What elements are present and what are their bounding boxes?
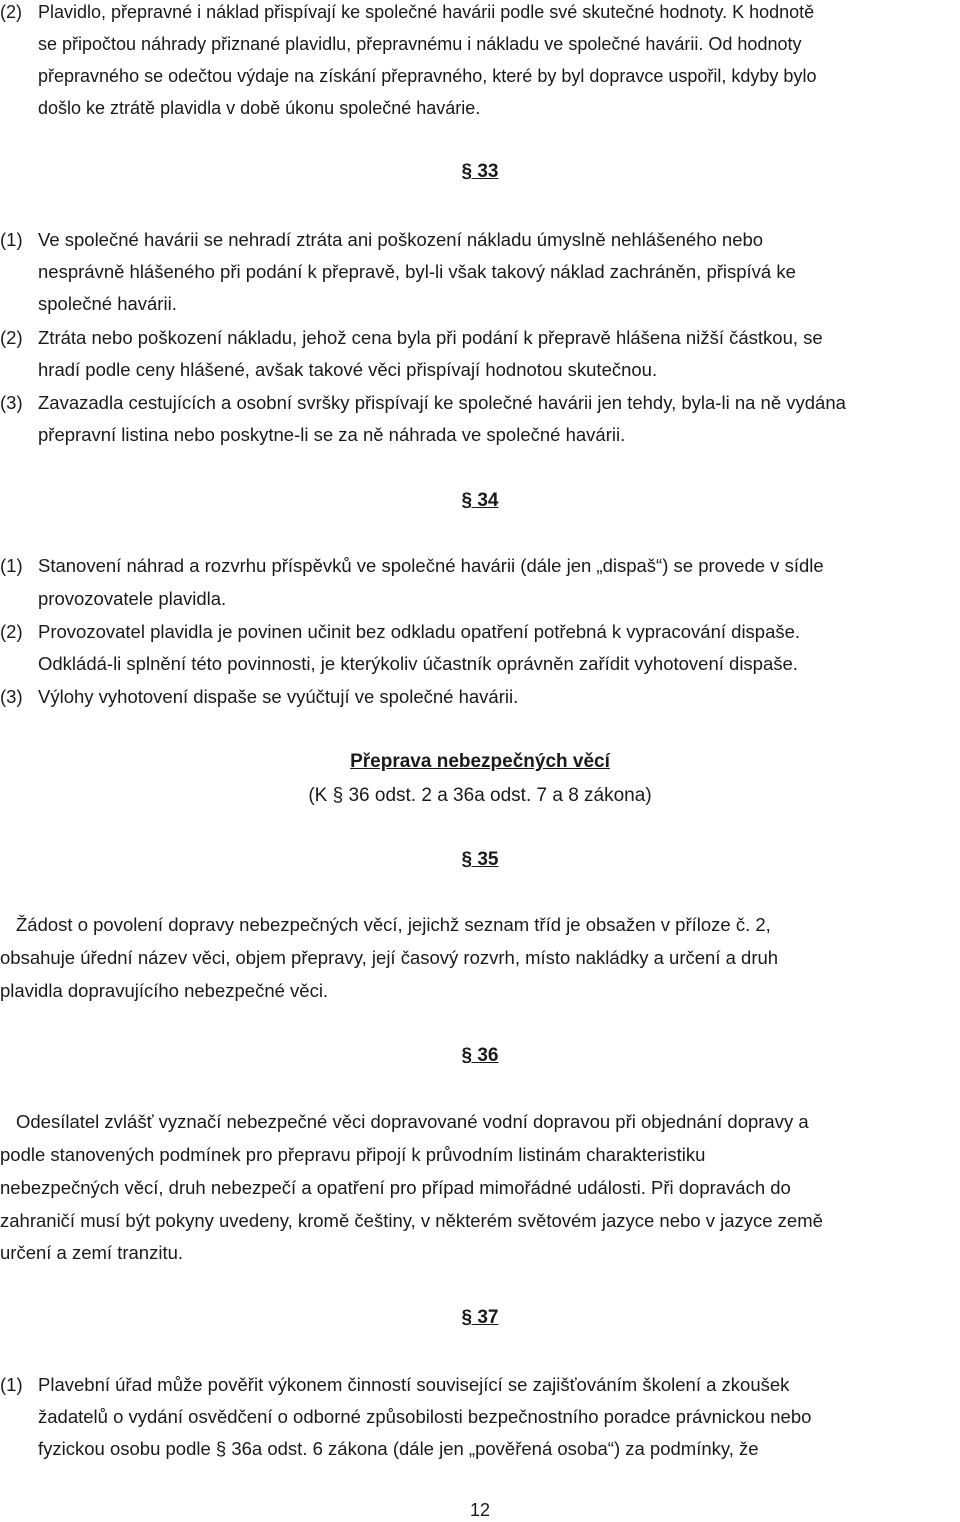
text-line: obsahuje úřední název věci, objem přepravy, její časový rozvrh, místo nakládky a určení a druh — [0, 947, 779, 968]
text-line: přepravní listina nebo poskytne-li se za ně náhrada ve společné havárii. — [38, 424, 626, 445]
section-heading-35: § 35 — [461, 849, 499, 870]
text-line: Stanovení náhrad a rozvrhu příspěvků ve společné havárii (dále jen „dispaš“) se provede v sídle — [38, 555, 824, 576]
item-number: (1) — [0, 229, 23, 250]
item-number: (2) — [0, 327, 23, 348]
item-number: (1) — [0, 555, 23, 576]
page-number: 12 — [469, 1500, 491, 1520]
text-line: zahraničí musí být pokyny uvedeny, kromě češtiny, v některém světovém jazyce nebo v jazyce země — [0, 1210, 823, 1231]
text-line: společné havárii. — [38, 293, 177, 314]
text-line: nesprávně hlášeného při podání k přepravě, byl-li však takový náklad zachráněn, přispívá ke — [38, 261, 796, 282]
text-line: Odesílatel zvlášť vyznačí nebezpečné věci dopravované vodní dopravou při objednání dopravy a — [16, 1111, 809, 1132]
section-heading-37: § 37 — [461, 1307, 499, 1328]
text-line: provozovatele plavidla. — [38, 588, 227, 609]
text-line: přepravného se odečtou výdaje na získání přepravného, které by byl dopravce uspořil, kdyby bylo — [38, 66, 817, 86]
text-line: plavidla dopravujícího nebezpečné věci. — [0, 980, 329, 1001]
text-line: Zavazadla cestujících a osobní svršky přispívají ke společné havárii jen tehdy, byla-li na ně vydána — [38, 392, 846, 413]
text-line: Odkládá-li splnění této povinnosti, je kterýkoliv účastník oprávněn zařídit vyhotovení dispaše. — [38, 653, 798, 674]
part-title: Přeprava nebezpečných věcí — [350, 751, 610, 772]
text-line: došlo ke ztrátě plavidla v době úkonu společné havárie. — [38, 98, 481, 118]
text-line: se připočtou náhrady přiznané plavidlu, přepravnému i nákladu ve společné havárii. Od hodnoty — [38, 34, 802, 54]
text-line: Ztráta nebo poškození nákladu, jehož cena byla při podání k přepravě hlášena nižší částkou, se — [38, 327, 823, 348]
text-line: Plavební úřad může pověřit výkonem činností související se zajišťováním školení a zkoušek — [38, 1374, 790, 1395]
item-number: (2) — [0, 621, 23, 642]
item-number: (2) — [0, 2, 22, 22]
section-heading-36: § 36 — [461, 1045, 499, 1066]
section-heading-33: § 33 — [461, 161, 499, 182]
text-line: hradí podle ceny hlášené, avšak takové věci přispívají hodnotou skutečnou. — [38, 359, 658, 380]
text-line: Žádost o povolení dopravy nebezpečných věcí, jejichž seznam tříd je obsažen v příloze č. 2, — [16, 914, 771, 935]
item-number: (3) — [0, 392, 23, 413]
text-line: nebezpečných věcí, druh nebezpečí a opatření pro případ mimořádné události. Při dopravách do — [0, 1177, 791, 1198]
text-line: žadatelů o vydání osvědčení o odborné způsobilosti bezpečnostního poradce právnickou nebo — [38, 1406, 812, 1427]
text-line: Výlohy vyhotovení dispaše se vyúčtují ve společné havárii. — [38, 686, 519, 707]
item-number: (3) — [0, 686, 23, 707]
item-number: (1) — [0, 1374, 23, 1395]
text-line: podle stanovených podmínek pro přepravu připojí k průvodním listinám charakteristiku — [0, 1144, 706, 1165]
text-line: Plavidlo, přepravné i náklad přispívají ke společné havárii podle své skutečné hodnoty. K hodnotě — [38, 2, 815, 22]
section-heading-34: § 34 — [461, 490, 499, 511]
text-line: fyzickou osobu podle § 36a odst. 6 zákona (dále jen „pověřená osoba“) za podmínky, že — [38, 1438, 759, 1459]
part-subtitle: (K § 36 odst. 2 a 36a odst. 7 a 8 zákona) — [308, 785, 652, 806]
text-line: určení a zemí tranzitu. — [0, 1242, 184, 1263]
text-line: Provozovatel plavidla je povinen učinit bez odkladu opatření potřebná k vypracování dispaše. — [38, 621, 801, 642]
text-line: Ve společné havárii se nehradí ztráta ani poškození nákladu úmyslně nehlášeného nebo — [38, 229, 764, 250]
